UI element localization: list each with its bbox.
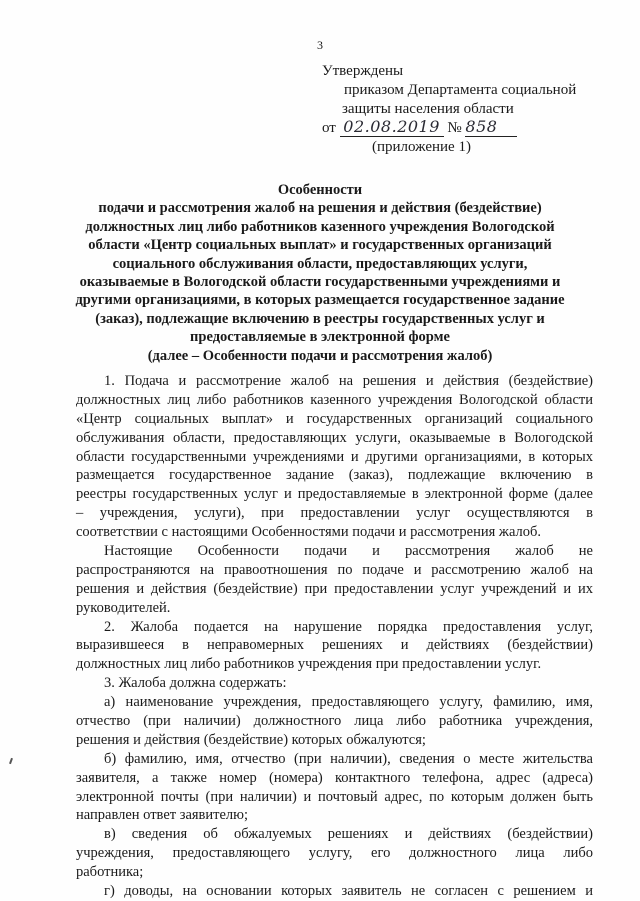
body-line: обслуживания области, предоставляющих услуги, оказываемые в Вологодской [76,429,593,446]
body-line: 1. Подача и рассмотрение жалоб на решения и действия (бездействие) [104,373,593,389]
approval-date-number-line [322,119,622,138]
body-line: «Центр социальных выплат» и государственных организаций социального [76,410,593,427]
title-line: области «Центр социальных выплат» и государственных организаций [88,237,552,254]
title-line: Особенности [277,182,363,198]
approval-department-line: защиты населения области [342,101,514,117]
body-line: учреждения, предоставляющего услугу, его должностного лица либо [76,845,593,862]
body-line: реестры государственных услуг и предоставляемые в электронной форме (далее [76,486,593,503]
body-line: отчество (при наличии) должностного лица либо работника учреждения, [76,713,593,730]
handwritten-number: 858 [465,117,498,136]
body-line: должностных лиц либо работников учреждения при предоставлении услуг. [76,656,542,673]
title-line: подачи и рассмотрения жалоб на решения и действия (бездействие) [98,200,542,217]
title-line: (заказ), подлежащие включению в реестры государственных услуг и [95,310,545,327]
approval-number-sign: № [447,120,462,136]
page-number: 3 [317,38,323,52]
body-line: Настоящие Особенности подачи и рассмотрения жалоб не [104,543,593,560]
title-line: должностных лиц либо работников казенного учреждения Вологодской [85,218,555,235]
body-line: электронной почты (при наличии) и почтовый адрес, по которым должен быть [76,788,593,805]
body-line: б) фамилию, имя, отчество (при наличии), сведения о месте жительства [104,750,593,767]
body-line: решения и действия (бездействие) которых обжалуются; [76,731,426,748]
body-line: соответствии с настоящими Особенностями подачи и рассмотрения жалоб. [76,524,542,541]
body-line: в) сведения об обжалуемых решениях и действиях (бездействии) [104,826,593,843]
approval-number-field [465,119,517,137]
approval-block [322,62,622,157]
body-line: должностных лиц либо работников казенного учреждения Вологодской области [76,391,593,408]
body-line: г) доводы, на основании которых заявитель не согласен с решением и [104,883,593,900]
approval-order-line: приказом Департамента социальной [344,82,577,98]
body-line: работника; [76,864,144,881]
title-line: оказываемые в Вологодской области государственными учреждениями и [79,274,561,291]
body-line: области государственными учреждениями и другими организациями, в которых [76,448,593,465]
handwritten-date: 02.08.2019 [343,117,440,136]
body-line: 3. Жалоба должна содержать: [104,675,287,692]
scan-artifact-mark [9,758,13,764]
approval-date-field [340,119,444,137]
body-line: выразившееся в неправомерных решениях и действиях (бездействии) [76,637,593,654]
title-line: социального обслуживания области, предоставляющих услуги, [112,255,528,272]
approval-from-prefix: от [322,120,336,136]
document-body [76,372,593,901]
title-line: предоставляемые в электронной форме [190,329,450,346]
body-line: руководителей. [76,599,171,616]
body-line: – учреждения, услуги), при предоставлении услуг осуществляются в [76,505,593,522]
approval-title: Утверждены [322,63,404,79]
body-line: направлен ответ заявителю; [76,807,249,824]
body-line: 2. Жалоба подается на нарушение порядка предоставления услуг, [104,618,593,635]
body-line: решения и действия (бездействие) при предоставлении услуг учреждений и их [76,580,593,597]
title-line: другими организациями, в которых размещается государственное задание [75,292,565,309]
body-line: распространяются на правоотношения по подаче и рассмотрению жалоб на [76,561,593,578]
title-line: (далее – Особенности подачи и рассмотрения жалоб) [147,347,493,364]
body-line: заявителя, а также номер (номера) контактного телефона, адрес (адреса) [76,769,593,786]
document-title [60,181,580,365]
body-line: размещается государственное задание (заказ), подлежащие включению в [76,467,593,484]
approval-appendix: (приложение 1) [372,139,471,155]
body-line: а) наименование учреждения, предоставляющего услугу, фамилию, имя, [104,694,593,711]
